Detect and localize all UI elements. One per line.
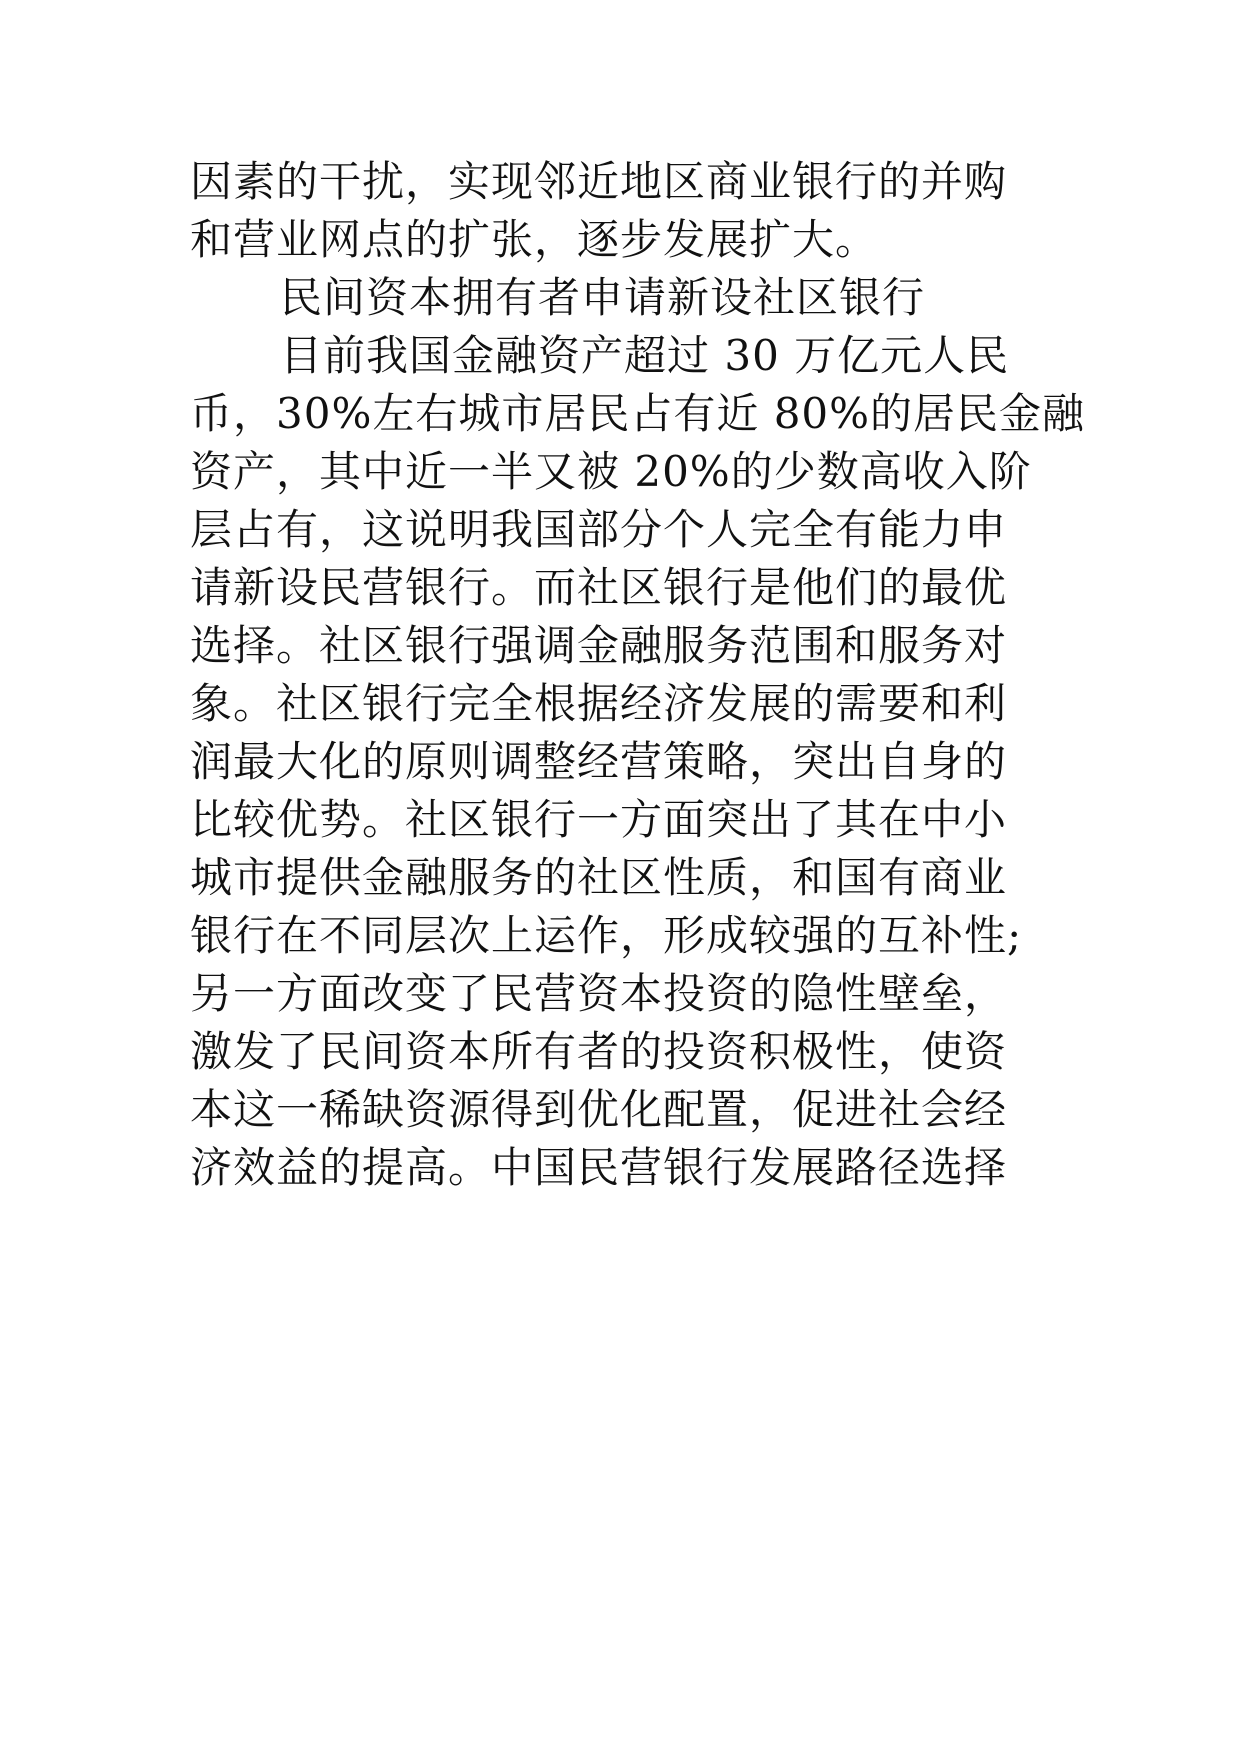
text-line: 城市提供金融服务的社区性质，和国有商业 [190,853,1008,902]
text-line: 请新设民营银行。而社区银行是他们的最优 [190,563,1008,612]
text-line: 比较优势。社区银行一方面突出了其在中小 [190,795,1008,844]
text-line: 激发了民间资本所有者的投资积极性，使资 [190,1027,1008,1076]
text-line: 选择。社区银行强调金融服务范围和服务对 [190,621,1008,670]
text-line: 层占有，这说明我国部分个人完全有能力申 [190,505,1008,554]
text-line: 因素的干扰，实现邻近地区商业银行的并购 [190,157,1008,206]
text-line: 另一方面改变了民营资本投资的隐性壁垒， [190,969,1008,1018]
text-line: 象。社区银行完全根据经济发展的需要和利 [190,679,1008,728]
text-line: 和营业网点的扩张，逐步发展扩大。 [190,215,879,264]
text-line: 本这一稀缺资源得到优化配置，促进社会经 [190,1085,1008,1134]
text-line: 币，30%左右城市居民占有近 80%的居民金融 [190,389,1086,438]
text-line: 银行在不同层次上运作，形成较强的互补性; [190,911,1023,960]
text-line: 目前我国金融资产超过 30 万亿元人民 [280,331,1010,380]
text-line: 济效益的提高。中国民营银行发展路径选择 [190,1143,1008,1192]
text-line: 润最大化的原则调整经营策略，突出自身的 [190,737,1008,786]
text-line: 资产，其中近一半又被 20%的少数高收入阶 [190,447,1032,496]
section-heading: 民间资本拥有者申请新设社区银行 [280,273,926,322]
